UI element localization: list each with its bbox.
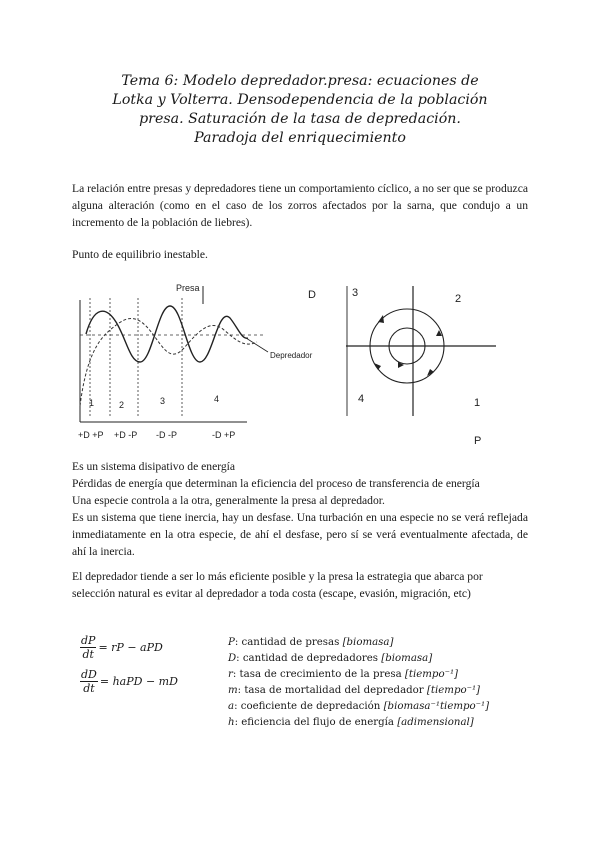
definition-h: h: eficiencia del flujo de energía [adimensional] [228,717,474,728]
prey-label: Presa [176,283,200,293]
quadrant-3: 3 [352,287,359,299]
definition-P: P: cantidad de presas [biomasa] [228,637,394,648]
phase-3: 3 [160,396,166,406]
equilibrium-text: Punto de equilibrio inestable. [72,248,208,261]
arrow-outer-1 [378,315,384,323]
definition-r: r: tasa de crecimiento de la presa [tiempo⁻¹] [228,669,459,680]
definition-m: m: tasa de mortalidad del depredador [tiempo⁻¹] [228,685,481,696]
eq1-rhs: = rP − aPD [98,641,163,654]
sign-4: -D +P [212,430,236,440]
equation-predator [80,668,178,695]
intro-paragraph: La relación entre presas y depredadores tiene un comportamiento cíclico, a no ser que se produzca alguna alteración (como en el caso de los zorros afectados por la sarna, que condujo a un incremento de la población de liebres). [72,182,528,229]
title-line-2: Lotka y Volterra. Densodependencia de la población [112,92,488,108]
title-line-4: Paradoja del enriquecimiento [194,130,406,146]
document-title [70,72,530,148]
properties-block [72,458,528,560]
property-line-3: Una especie controla a la otra, generalmente la presa al depredador. [72,494,385,507]
arrow-outer-4 [374,363,381,370]
phase-4: 4 [214,394,220,404]
equation-prey [80,634,163,661]
quadrant-4: 4 [358,393,365,405]
phase-2: 2 [119,400,125,410]
title-line-1: Tema 6: Modelo depredador.presa: ecuaciones de [121,73,479,89]
definition-a: a: coeficiente de depredación [biomasa⁻¹tiempo⁻¹] [228,701,490,712]
property-line-4: Es un sistema que tiene inercia, hay un desfase. Una turbación en una especie no se verá reflejada inmediatamente en la otra especie, de ahí el desfase, pero sí se verá eventualmente afectada, de ahí la inercia. [72,511,528,558]
phase-dividers [90,298,182,418]
eq1-denominator: dt [82,648,94,661]
eq2-denominator: dt [83,682,95,695]
eq2-rhs: = haPD − mD [99,675,178,688]
phase-1: 1 [89,398,95,408]
property-line-2: Pérdidas de energía que determinan la eficiencia del proceso de transferencia de energía [72,477,480,490]
axis-y-label: D [308,289,316,301]
property-line-1: Es un sistema disipativo de energía [72,460,236,473]
predator-label: Depredador [270,351,313,360]
lotka-volterra-equations [80,634,520,734]
eq1-numerator: dP [81,634,96,647]
eq2-numerator: dD [81,668,97,681]
quadrant-1: 1 [474,397,481,409]
axis-x-label: P [474,435,482,447]
definition-D: D: cantidad de depredadores [biomasa] [228,653,433,664]
sign-3: -D -P [156,430,177,440]
predator-curve [80,318,257,406]
sign-1: +D +P [78,430,104,440]
strategy-paragraph: El depredador tiende a ser lo más eficiente posible y la presa la estrategia que abarca por selección natural es evitar al depredador a toda costa (escape, evasión, migración, etc) [72,570,483,600]
phase-plane-figure [300,278,520,448]
population-cycle-figure [72,278,334,448]
sign-2: +D -P [114,430,138,440]
predator-pointer [246,338,268,352]
quadrant-2: 2 [455,293,462,305]
title-line-3: presa. Saturación de la tasa de depredación. [139,111,461,127]
